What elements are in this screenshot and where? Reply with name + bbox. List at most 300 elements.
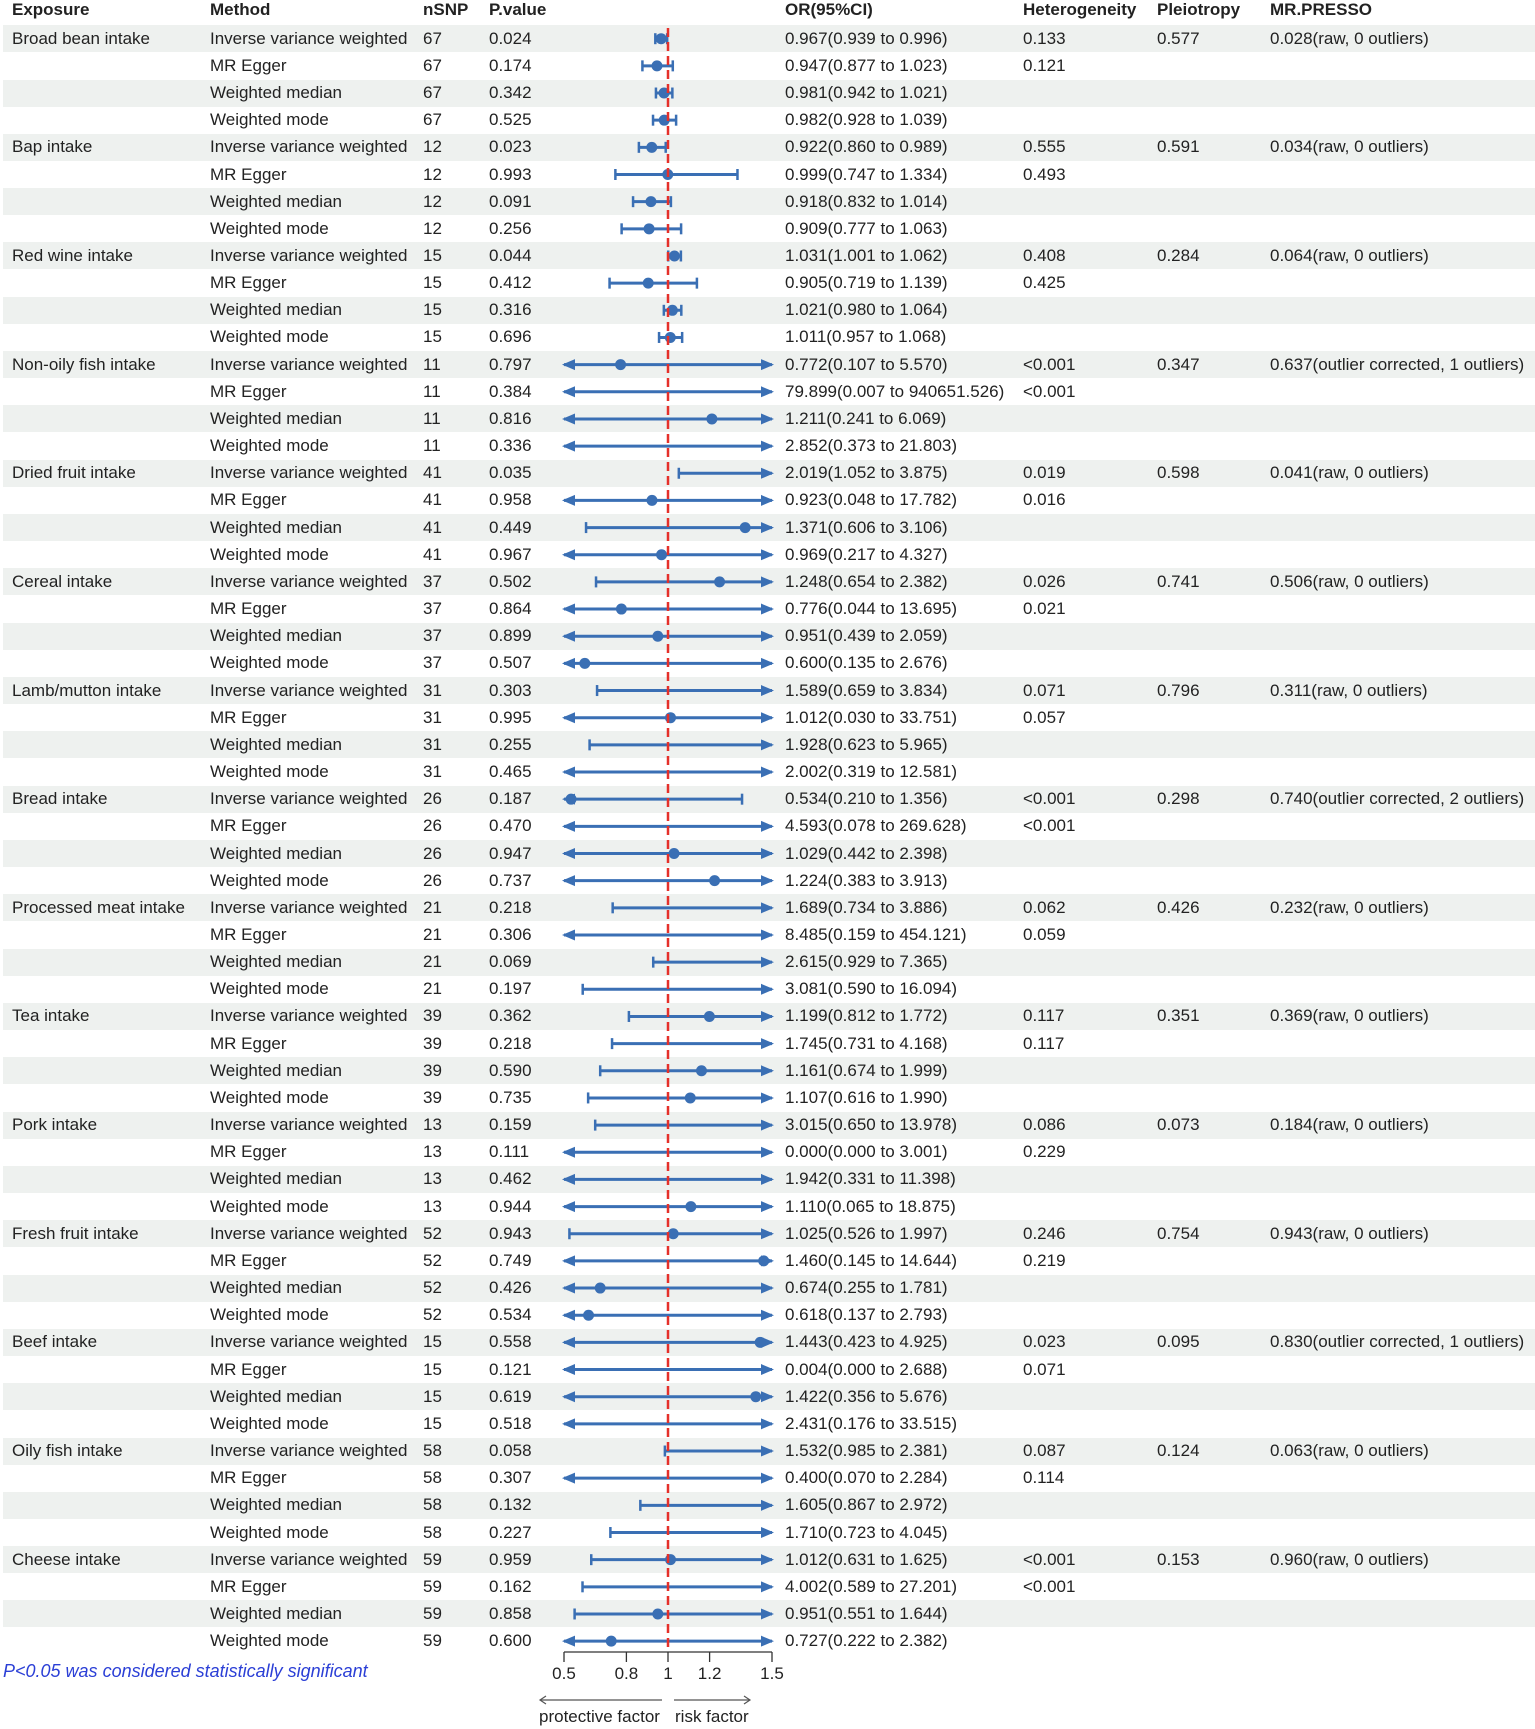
nsnp-value: 21 — [423, 952, 442, 972]
pleiotropy-value: 0.124 — [1157, 1441, 1200, 1461]
or-ci-value: 1.161(0.674 to 1.999) — [785, 1060, 948, 1080]
nsnp-value: 31 — [423, 762, 442, 782]
ci-arrow-right — [761, 1228, 774, 1239]
estimate-point — [606, 1636, 617, 1647]
nsnp-value: 15 — [423, 245, 442, 265]
ci-arrow-right — [761, 1391, 774, 1402]
or-ci-value: 2.019(1.052 to 3.875) — [785, 463, 948, 483]
or-ci-value: 0.772(0.107 to 5.570) — [785, 354, 948, 374]
method-label: MR Egger — [210, 816, 287, 836]
method-label: Inverse variance weighted — [210, 463, 408, 483]
or-ci-value: 1.928(0.623 to 5.965) — [785, 734, 948, 754]
or-ci-value: 0.922(0.860 to 0.989) — [785, 137, 948, 157]
p-value: 0.218 — [489, 1033, 532, 1053]
ci-arrow-right — [761, 658, 774, 669]
heterogeneity-value: <0.001 — [1023, 1576, 1076, 1596]
pleiotropy-value: 0.298 — [1157, 789, 1200, 809]
estimate-point — [583, 1310, 594, 1321]
p-value: 0.858 — [489, 1603, 532, 1623]
header-pleiotropy: Pleiotropy — [1157, 0, 1241, 19]
estimate-point — [740, 522, 751, 533]
exposure-label: Red wine intake — [12, 245, 133, 265]
header-pvalue: P.value — [489, 0, 547, 19]
nsnp-value: 67 — [423, 55, 442, 75]
header-heterogeneity: Heterogeneity — [1023, 0, 1137, 19]
estimate-point — [579, 658, 590, 669]
ci-arrow-right — [761, 1500, 774, 1511]
heterogeneity-value: 0.071 — [1023, 1359, 1066, 1379]
p-value: 0.174 — [489, 55, 532, 75]
p-value: 0.507 — [489, 653, 532, 673]
or-ci-value: 0.951(0.551 to 1.644) — [785, 1603, 948, 1623]
ci-arrow-left — [562, 848, 575, 859]
nsnp-value: 15 — [423, 1413, 442, 1433]
ci-arrow-right — [761, 1283, 774, 1294]
method-label: Weighted median — [210, 1169, 342, 1189]
p-value: 0.384 — [489, 381, 532, 401]
method-label: Weighted mode — [210, 762, 329, 782]
method-label: Inverse variance weighted — [210, 1332, 408, 1352]
method-label: Weighted mode — [210, 1305, 329, 1325]
nsnp-value: 37 — [423, 599, 442, 619]
nsnp-value: 58 — [423, 1441, 442, 1461]
nsnp-value: 41 — [423, 544, 442, 564]
nsnp-value: 13 — [423, 1169, 442, 1189]
p-value: 0.336 — [489, 436, 532, 456]
estimate-point — [706, 413, 717, 424]
nsnp-value: 59 — [423, 1603, 442, 1623]
pleiotropy-value: 0.741 — [1157, 571, 1200, 591]
exposure-label: Non-oily fish intake — [12, 354, 156, 374]
heterogeneity-value: 0.023 — [1023, 1332, 1066, 1352]
mr-presso-value: 0.960(raw, 0 outliers) — [1270, 1549, 1429, 1569]
mr-presso-value: 0.637(outlier corrected, 1 outliers) — [1270, 354, 1525, 374]
estimate-point — [665, 1554, 676, 1565]
or-ci-value: 1.710(0.723 to 4.045) — [785, 1522, 948, 1542]
mr-presso-value: 0.740(outlier corrected, 2 outliers) — [1270, 789, 1525, 809]
ci-arrow-left — [562, 1283, 575, 1294]
ci-arrow-right — [761, 929, 774, 940]
ci-arrow-left — [562, 767, 575, 778]
method-label: MR Egger — [210, 273, 287, 293]
pleiotropy-value: 0.754 — [1157, 1223, 1200, 1243]
nsnp-value: 39 — [423, 1006, 442, 1026]
p-value: 0.462 — [489, 1169, 532, 1189]
mr-presso-value: 0.184(raw, 0 outliers) — [1270, 1115, 1429, 1135]
or-ci-value: 0.909(0.777 to 1.063) — [785, 218, 948, 238]
header-exposure: Exposure — [12, 0, 90, 19]
ci-arrow-left — [562, 386, 575, 397]
or-ci-value: 0.618(0.137 to 2.793) — [785, 1305, 948, 1325]
or-ci-value: 1.689(0.734 to 3.886) — [785, 897, 948, 917]
p-value: 0.091 — [489, 191, 532, 211]
p-value: 0.696 — [489, 327, 532, 347]
or-ci-value: 1.011(0.957 to 1.068) — [785, 327, 947, 347]
p-value: 0.534 — [489, 1305, 532, 1325]
ci-arrow-left — [562, 495, 575, 506]
pleiotropy-value: 0.577 — [1157, 28, 1200, 48]
p-value: 0.864 — [489, 599, 532, 619]
or-ci-value: 1.371(0.606 to 3.106) — [785, 517, 948, 537]
estimate-point — [714, 576, 725, 587]
method-label: Inverse variance weighted — [210, 28, 408, 48]
or-ci-value: 1.012(0.631 to 1.625) — [785, 1549, 948, 1569]
mr-presso-value: 0.232(raw, 0 outliers) — [1270, 897, 1429, 917]
p-value: 0.227 — [489, 1522, 532, 1542]
exposure-label: Cheese intake — [12, 1549, 121, 1569]
p-value: 0.412 — [489, 273, 532, 293]
or-ci-value: 0.969(0.217 to 4.327) — [785, 544, 948, 564]
method-label: Weighted median — [210, 626, 342, 646]
ci-arrow-right — [761, 848, 774, 859]
ci-arrow-right — [761, 1473, 774, 1484]
or-ci-value: 1.460(0.145 to 14.644) — [785, 1250, 958, 1270]
method-label: Weighted mode — [210, 110, 329, 130]
nsnp-value: 15 — [423, 1332, 442, 1352]
ci-arrow-right — [761, 386, 774, 397]
nsnp-value: 12 — [423, 137, 442, 157]
ci-arrow-left — [562, 1255, 575, 1266]
method-label: Weighted mode — [210, 1087, 329, 1107]
ci-arrow-right — [761, 902, 774, 913]
direction-arrows — [540, 1696, 750, 1704]
method-label: MR Egger — [210, 1576, 287, 1596]
method-label: Weighted mode — [210, 436, 329, 456]
header-mr-presso: MR.PRESSO — [1270, 0, 1373, 19]
method-label: Weighted mode — [210, 1196, 329, 1216]
or-ci-value: 1.942(0.331 to 11.398) — [785, 1169, 956, 1189]
method-label: Inverse variance weighted — [210, 1115, 408, 1135]
method-label: Weighted median — [210, 1386, 342, 1406]
axis-tick-label: 1 — [663, 1664, 673, 1683]
ci-arrow-right — [761, 1310, 774, 1321]
method-label: Inverse variance weighted — [210, 680, 408, 700]
p-value: 0.162 — [489, 1576, 532, 1596]
method-label: MR Egger — [210, 1142, 287, 1162]
or-ci-value: 1.021(0.980 to 1.064) — [785, 300, 948, 320]
nsnp-value: 15 — [423, 327, 442, 347]
p-value: 0.307 — [489, 1468, 532, 1488]
ci-arrow-right — [761, 359, 774, 370]
axis-tick-label: 0.8 — [614, 1664, 639, 1683]
p-value: 0.316 — [489, 300, 532, 320]
ci-arrow-right — [761, 1608, 774, 1619]
or-ci-value: 1.605(0.867 to 2.972) — [785, 1495, 948, 1515]
ci-arrow-left — [562, 712, 575, 723]
mr-presso-value: 0.063(raw, 0 outliers) — [1270, 1441, 1429, 1461]
p-value: 0.306 — [489, 924, 532, 944]
nsnp-value: 39 — [423, 1033, 442, 1053]
ci-arrow-right — [761, 1581, 774, 1592]
ci-arrow-right — [761, 1636, 774, 1647]
or-ci-value: 0.967(0.939 to 0.996) — [785, 28, 948, 48]
method-label: Weighted mode — [210, 327, 329, 347]
ci-arrow-left — [562, 1147, 575, 1158]
method-label: Weighted mode — [210, 544, 329, 564]
estimate-point — [656, 33, 667, 44]
ci-arrow-right — [761, 1065, 774, 1076]
heterogeneity-value: 0.246 — [1023, 1223, 1066, 1243]
pleiotropy-value: 0.426 — [1157, 897, 1200, 917]
ci-arrow-right — [761, 1201, 774, 1212]
estimate-point — [665, 332, 676, 343]
ci-arrow-right — [761, 685, 774, 696]
p-value: 0.132 — [489, 1495, 532, 1515]
ci-arrow-right — [761, 984, 774, 995]
method-label: Weighted median — [210, 952, 342, 972]
header-method: Method — [210, 0, 271, 19]
ci-arrow-left — [562, 1391, 575, 1402]
ci-arrow-right — [761, 1038, 774, 1049]
or-ci-value: 0.982(0.928 to 1.039) — [785, 110, 948, 130]
nsnp-value: 31 — [423, 734, 442, 754]
or-ci-value: 1.199(0.812 to 1.772) — [785, 1006, 948, 1026]
method-label: MR Egger — [210, 1250, 287, 1270]
p-value: 0.342 — [489, 83, 532, 103]
method-label: Weighted median — [210, 300, 342, 320]
heterogeneity-value: 0.062 — [1023, 897, 1066, 917]
exposure-label: Beef intake — [12, 1332, 98, 1352]
ci-arrow-left — [562, 1174, 575, 1185]
estimate-point — [758, 1255, 769, 1266]
ci-arrow-right — [761, 1446, 774, 1457]
or-ci-value: 2.431(0.176 to 33.515) — [785, 1413, 958, 1433]
heterogeneity-value: <0.001 — [1023, 816, 1076, 836]
estimate-point — [615, 359, 626, 370]
nsnp-value: 12 — [423, 218, 442, 238]
ci-arrow-left — [562, 875, 575, 886]
nsnp-value: 26 — [423, 843, 442, 863]
axis-tick-label: 1.2 — [697, 1664, 722, 1683]
estimate-point — [709, 875, 720, 886]
nsnp-value: 21 — [423, 979, 442, 999]
nsnp-value: 58 — [423, 1495, 442, 1515]
ci-arrow-right — [761, 631, 774, 642]
ci-arrow-right — [761, 1092, 774, 1103]
pleiotropy-value: 0.095 — [1157, 1332, 1200, 1352]
method-label: MR Egger — [210, 1033, 287, 1053]
or-ci-value: 0.947(0.877 to 1.023) — [785, 55, 948, 75]
p-value: 0.044 — [489, 245, 532, 265]
estimate-point — [646, 142, 657, 153]
p-value: 0.619 — [489, 1386, 532, 1406]
nsnp-value: 41 — [423, 517, 442, 537]
ci-arrow-right — [761, 1418, 774, 1429]
method-label: Inverse variance weighted — [210, 1441, 408, 1461]
mr-presso-value: 0.064(raw, 0 outliers) — [1270, 245, 1429, 265]
estimate-point — [643, 278, 654, 289]
or-ci-value: 1.211(0.241 to 6.069) — [785, 408, 947, 428]
p-value: 0.197 — [489, 979, 532, 999]
nsnp-value: 31 — [423, 707, 442, 727]
nsnp-value: 11 — [423, 381, 441, 401]
heterogeneity-value: 0.121 — [1023, 55, 1066, 75]
ci-arrow-left — [562, 1201, 575, 1212]
method-label: Weighted median — [210, 408, 342, 428]
heterogeneity-value: 0.114 — [1023, 1468, 1065, 1488]
ci-arrow-right — [761, 522, 774, 533]
ci-arrow-right — [761, 821, 774, 832]
p-value: 0.255 — [489, 734, 532, 754]
mr-presso-value: 0.311(raw, 0 outliers) — [1270, 680, 1428, 700]
heterogeneity-value: <0.001 — [1023, 1549, 1076, 1569]
risk-factor-label: risk factor — [675, 1707, 749, 1726]
method-label: MR Egger — [210, 490, 287, 510]
p-value: 0.465 — [489, 762, 532, 782]
ci-arrow-right — [761, 1120, 774, 1131]
exposure-label: Bread intake — [12, 789, 108, 809]
method-label: Inverse variance weighted — [210, 571, 408, 591]
or-ci-value: 1.745(0.731 to 4.168) — [785, 1033, 948, 1053]
estimate-point — [704, 1011, 715, 1022]
nsnp-value: 52 — [423, 1250, 442, 1270]
heterogeneity-value: 0.086 — [1023, 1115, 1066, 1135]
or-ci-value: 1.443(0.423 to 4.925) — [785, 1332, 948, 1352]
or-ci-value: 3.081(0.590 to 16.094) — [785, 979, 958, 999]
exposure-label: Broad bean intake — [12, 28, 150, 48]
exposure-label: Cereal intake — [12, 571, 113, 591]
nsnp-value: 15 — [423, 273, 442, 293]
nsnp-value: 12 — [423, 164, 442, 184]
or-ci-value: 0.905(0.719 to 1.139) — [785, 273, 948, 293]
nsnp-value: 67 — [423, 110, 442, 130]
method-label: Inverse variance weighted — [210, 1006, 408, 1026]
ci-arrow-left — [562, 359, 575, 370]
heterogeneity-value: 0.229 — [1023, 1142, 1066, 1162]
nsnp-value: 13 — [423, 1196, 442, 1216]
ci-arrow-right — [761, 1174, 774, 1185]
method-label: Inverse variance weighted — [210, 1223, 408, 1243]
method-label: Inverse variance weighted — [210, 789, 408, 809]
or-ci-value: 0.727(0.222 to 2.382) — [785, 1631, 948, 1651]
ci-arrow-right — [761, 1147, 774, 1158]
heterogeneity-value: <0.001 — [1023, 354, 1076, 374]
nsnp-value: 41 — [423, 463, 442, 483]
or-ci-value: 0.004(0.000 to 2.688) — [785, 1359, 948, 1379]
method-label: Weighted median — [210, 734, 342, 754]
ci-arrow-right — [761, 576, 774, 587]
estimate-point — [750, 1391, 761, 1402]
mr-presso-value: 0.034(raw, 0 outliers) — [1270, 137, 1429, 157]
p-value: 0.426 — [489, 1278, 532, 1298]
ci-arrow-left — [562, 1473, 575, 1484]
nsnp-value: 58 — [423, 1522, 442, 1542]
nsnp-value: 52 — [423, 1223, 442, 1243]
ci-arrow-right — [761, 1011, 774, 1022]
estimate-point — [656, 549, 667, 560]
ci-arrow-right — [761, 875, 774, 886]
mr-presso-value: 0.506(raw, 0 outliers) — [1270, 571, 1429, 591]
or-ci-value: 1.031(1.001 to 1.062) — [785, 245, 948, 265]
method-label: Inverse variance weighted — [210, 354, 408, 374]
estimate-point — [616, 604, 627, 615]
or-ci-value: 1.012(0.030 to 33.751) — [785, 707, 958, 727]
p-value: 0.502 — [489, 571, 532, 591]
header-or-ci: OR(95%CI) — [785, 0, 873, 19]
estimate-point — [755, 1337, 766, 1348]
p-value: 0.525 — [489, 110, 532, 130]
ci-arrow-right — [761, 1554, 774, 1565]
estimate-point — [651, 60, 662, 71]
p-value: 0.256 — [489, 218, 532, 238]
x-axis — [552, 1652, 784, 1683]
or-ci-value: 8.485(0.159 to 454.121) — [785, 924, 967, 944]
or-ci-value: 0.674(0.255 to 1.781) — [785, 1278, 948, 1298]
method-label: Weighted median — [210, 1495, 342, 1515]
ci-arrow-right — [761, 495, 774, 506]
or-ci-value: 2.852(0.373 to 21.803) — [785, 436, 958, 456]
or-ci-value: 1.248(0.654 to 2.382) — [785, 571, 948, 591]
p-value: 0.470 — [489, 816, 532, 836]
method-label: Weighted median — [210, 83, 342, 103]
p-value: 0.600 — [489, 1631, 532, 1651]
ci-arrow-left — [562, 631, 575, 642]
p-value: 0.735 — [489, 1087, 532, 1107]
p-value: 0.944 — [489, 1196, 532, 1216]
p-value: 0.899 — [489, 626, 532, 646]
ci-arrow-left — [562, 1364, 575, 1375]
estimate-point — [595, 1283, 606, 1294]
or-ci-value: 2.615(0.929 to 7.365) — [785, 952, 948, 972]
nsnp-value: 11 — [423, 408, 441, 428]
exposure-label: Pork intake — [12, 1115, 98, 1135]
heterogeneity-value: 0.133 — [1023, 28, 1066, 48]
exposure-label: Tea intake — [12, 1006, 90, 1026]
ci-arrow-left — [562, 658, 575, 669]
or-ci-value: 0.534(0.210 to 1.356) — [785, 789, 948, 809]
p-value: 0.558 — [489, 1332, 532, 1352]
method-label: Weighted median — [210, 191, 342, 211]
ci-arrow-right — [761, 1527, 774, 1538]
or-ci-value: 3.015(0.650 to 13.978) — [785, 1115, 958, 1135]
estimate-point — [668, 1228, 679, 1239]
nsnp-value: 21 — [423, 924, 442, 944]
p-value: 0.816 — [489, 408, 532, 428]
method-label: Weighted mode — [210, 1631, 329, 1651]
method-label: Weighted mode — [210, 1522, 329, 1542]
nsnp-value: 13 — [423, 1142, 442, 1162]
nsnp-value: 67 — [423, 83, 442, 103]
or-ci-value: 0.000(0.000 to 3.001) — [785, 1142, 948, 1162]
p-value: 0.111 — [489, 1142, 530, 1162]
nsnp-value: 26 — [423, 816, 442, 836]
nsnp-value: 39 — [423, 1060, 442, 1080]
nsnp-value: 58 — [423, 1468, 442, 1488]
pleiotropy-value: 0.284 — [1157, 245, 1200, 265]
nsnp-value: 52 — [423, 1305, 442, 1325]
or-ci-value: 0.923(0.048 to 17.782) — [785, 490, 958, 510]
exposure-label: Oily fish intake — [12, 1441, 123, 1461]
estimate-point — [644, 223, 655, 234]
heterogeneity-value: 0.555 — [1023, 137, 1066, 157]
method-label: Weighted median — [210, 843, 342, 863]
mr-presso-value: 0.028(raw, 0 outliers) — [1270, 28, 1429, 48]
heterogeneity-value: 0.117 — [1023, 1006, 1065, 1026]
exposure-label: Bap intake — [12, 137, 93, 157]
p-value: 0.159 — [489, 1115, 532, 1135]
estimate-point — [685, 1092, 696, 1103]
method-label: MR Egger — [210, 707, 287, 727]
p-value: 0.590 — [489, 1060, 532, 1080]
p-value: 0.024 — [489, 28, 532, 48]
heterogeneity-value: <0.001 — [1023, 381, 1076, 401]
p-value: 0.069 — [489, 952, 532, 972]
or-ci-value: 0.918(0.832 to 1.014) — [785, 191, 948, 211]
axis-tick-label: 1.5 — [760, 1664, 784, 1683]
p-value: 0.797 — [489, 354, 532, 374]
ci-arrow-right — [761, 549, 774, 560]
ci-arrow-right — [761, 468, 774, 479]
